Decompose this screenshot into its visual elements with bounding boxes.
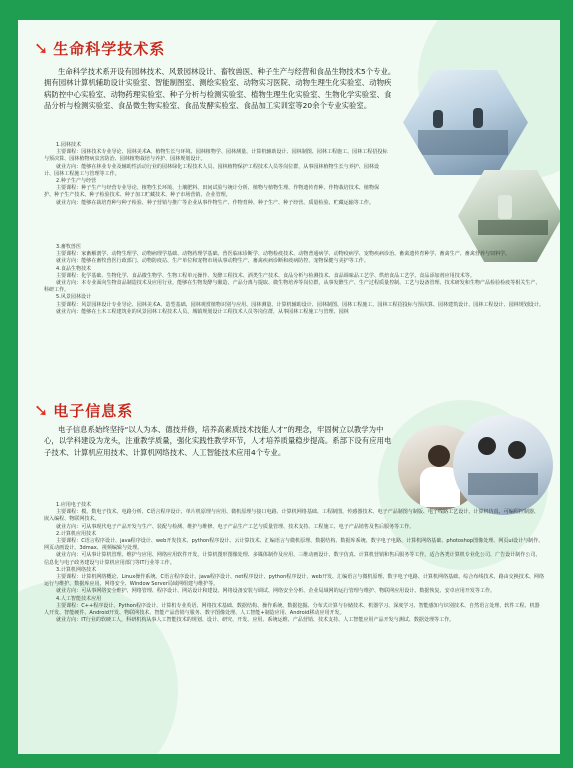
major-career: 就业方向：可从事现代电子产品开发与生产、装配与检测、维护与维修、电子产品生产工艺与质量管理、技术支持、工程施工、电子产品销售及售后服务等工作。: [56, 523, 415, 530]
major-title: 4.食品生物技术: [56, 265, 92, 272]
section-header-life-science: [34, 38, 165, 59]
major-courses: 主要课程：园林技术专业导论、园林美术A、植物生长与环境、园林植物学、园林测量、计算机辅助设计、园林制图、园林工程施工、园林工程招投标与预决算、园林植物病虫害防治、园林植物栽培与养护、园林规划设计。: [44, 149, 388, 163]
major-courses: 主要课程：C++程序设计、Python程序设计、计算机专业英语、网络技术基础、数据结构、操作系统、数据挖掘、分布式计算与存储技术、机器学习、深度学习、智能感知与识别技术、自然语言处理、软件工程、机器人开发、智能硬件、Android开发、物联网技术、智能产品营销与服务、数字图像处理、人工智能+制造应用、Android移动应用开发。: [44, 602, 540, 617]
major-item: [44, 266, 544, 295]
major-item: [44, 244, 544, 266]
major-career: 就业方向：可从事计算机管理、维护与应用、网络应用软件开发、计算机图形图像处理、多媒体制作及应用、三维动画设计、数字仿真、计算机营销和售后服务等工作。适合各类计算机专业化公司、广告设计制作公司、信息化与电子政务建设与计算机应用部门等IT行业等工作。: [44, 552, 541, 566]
major-courses: 主要课程：种子生产与经营专业导论、植物生长环境、土壤肥料、田间试验与统计分析、植物与植物生理、作物遗传育种、作物栽培技术、植物保护、种子生产技术、种子检验技术、种子加工贮藏技术、种子市场营销、企业管理。: [44, 185, 379, 199]
major-item: [44, 531, 544, 567]
section-intro: [44, 66, 396, 111]
chevron-right-icon: ➘: [34, 38, 49, 59]
major-career: 就业方向：IT行业的软硬工人，科研机构从事人工智能技术的规划、设计、研究、开发、应用、系统运维、产品营销、技术支持、人工智能应用产品开发与测试、数据处理等工作。: [56, 617, 455, 624]
major-item: [44, 596, 544, 625]
section-title: 生命科学技术系: [53, 40, 166, 58]
chevron-right-icon: ➘: [34, 400, 49, 421]
major-courses: 主要课程：家畜解剖学、动物生理学、动物病理学基础、动物药理学基础、兽医临床诊断学、动物检疫技术、动物普通病学、动物疫病学、宠物疾病诊治、畜禽遗传育种学、畜禽生产、畜禽营养与饲料学。: [56, 251, 511, 258]
major-title: 2.种子生产与经营: [56, 178, 97, 185]
major-title: 5.风景园林设计: [56, 294, 92, 301]
major-title: 1.应用电子技术: [56, 502, 92, 508]
section-intro: [44, 424, 394, 458]
major-title: 1.园林技术: [56, 142, 82, 148]
major-title: 4.人工智能技术应用: [56, 595, 102, 602]
major-courses: 主要课程：化学基础、生物化学、食品微生物学、生物工程单元操作、发酵工程技术、酒类生产技术、食品分析与检测技术、食品调味品工艺学、烘焙食品工艺学、食品添加剂应用技术等。: [56, 272, 475, 279]
major-item: [44, 294, 544, 316]
major-item: [44, 178, 388, 207]
brochure-page: [18, 20, 560, 754]
major-item: [44, 142, 388, 178]
section-title: 电子信息系: [53, 402, 134, 420]
major-courses: 主要课程：C语言程序设计、java程序设计、web开发技术、python程序设计、云计算技术、汇编语言与微机原理、数据结构、数据库系统、数字电子电路、计算机网络基础、photoshop图像处理、网页ui设计与制作、网页动画设计、3dmax、视频编辑与处理。: [44, 538, 544, 552]
major-courses: 主要课程：模、数电子技术、电路分析、C语言程序设计、单片机原理与应用、微机原理与接口电路、计算机网络基础、工程制图、传感器技术、电子产品制图与制版、电子线路工艺设计、计算机仿真、可编程控制器、嵌入编程、物联网技术。: [44, 509, 539, 523]
major-courses: 主要课程：风景园林设计专业导论、园林美术A、造型基础、园林观赏植物识别与应用、园林测量、计算机辅助设计、园林制图、园林工程施工、园林工程招投标与预决算、园林建筑设计、园林工程设计、园林规划设计。: [56, 301, 544, 308]
eit-major-list: [44, 502, 544, 624]
lab-photo-collage: [403, 70, 553, 270]
major-career: 就业方向：能够在林业专业及辅助性活动行业的园林绿化工程技术人员、园林植物保护工程技术人员等岗位群，从事园林植物生长与养护、园林设计、园林工程施工与管理等工作。: [44, 163, 379, 177]
major-career: 就业方向：可从事网络安全维护、网络管理、程序设计、网站设计和建设、网络设备安装与调试、网络安全分析、企业局域网的运行管理与维护、物联网应用设计、数据恢复、安卓应用开发等工作。: [56, 588, 496, 595]
lab-photo: [403, 70, 528, 175]
major-career: 就业方向：能够在土木工程建筑业的风景园林工程技术人员、城镇规划设计工程技术人员等岗位群，从事园林工程施工与管理、园林: [56, 308, 349, 315]
major-career: 就业方向：能够在栽培育种与种子检验、种子营销与推广等企业从事作物生产、作物育种、种子生产、种子经营、质量检验、贮藏运输等工作。: [56, 199, 374, 206]
major-career: 就业方向：能够在畜牧兽医行政部门、动物防疫站、生产单位和宠物市场从事动物生产、畜禽疾病诊断和疫病防控、宠物保健与美护等工作。: [56, 258, 369, 265]
intro-paragraph: 电子信息系始终坚持“以人为本、德技并修，培养高素质技术技能人才”的理念，牢固树立以教学为中心，以学科建设为龙头，注重教学质量，强化实践性教学环节，人才培养质量稳步提高。系部下设有应用电子技术、计算机应用技术、计算机网络技术、人工智能技术应用4个专业。: [44, 425, 392, 457]
student-photo: [453, 415, 553, 515]
major-title: 2.计算机应用技术: [56, 530, 97, 537]
major-title: 3.计算机网络技术: [56, 566, 97, 573]
life-major-list: [44, 142, 388, 207]
life-major-list-wide: [44, 244, 544, 316]
intro-paragraph: 生命科学技术系开设有园林技术、风景园林设计、畜牧兽医、种子生产与经营和食品生物技术5个专业。拥有园林计算机辅助设计实验室、智能制图室、测绘实验室、动物实习医院、动物生理生化实验室、动物疾病防控中心实验室、动物药理实验室、种子分析与检测实验室、植物生理生化实验室、生物化学实验室、食品分析与检测实验室、食品微生物实验室、食品发酵实验室、食品加工实训室等20余个专业实验室。: [44, 67, 396, 110]
section-header-electronic-info: [34, 400, 133, 421]
major-item: [44, 502, 544, 531]
major-item: [44, 567, 544, 596]
major-title: 3.畜牧兽医: [56, 244, 82, 250]
major-courses: 主要课程：计算机网络概论、Linux操作系统、C语言程序设计、java程序设计、net程序设计、python程序设计、web开发、汇编语言与微机原理、数字电子电路、计算机网络基础、综合布线技术、路由交换技术、网络运行与维护、数据库应用、网络安全、Window Server局域网组建与维护等。: [44, 574, 545, 588]
major-career: 就业方向：本专业面向生物食品制造技术及应用行业，能够在生物发酵与酿造、产品分离与提取、微生物培养等岗位群，从事发酵生产、生产过程质量控制、工艺与设备管理、技术研发和生物产品检验检疫等相关生产、科研工作。: [44, 280, 541, 294]
